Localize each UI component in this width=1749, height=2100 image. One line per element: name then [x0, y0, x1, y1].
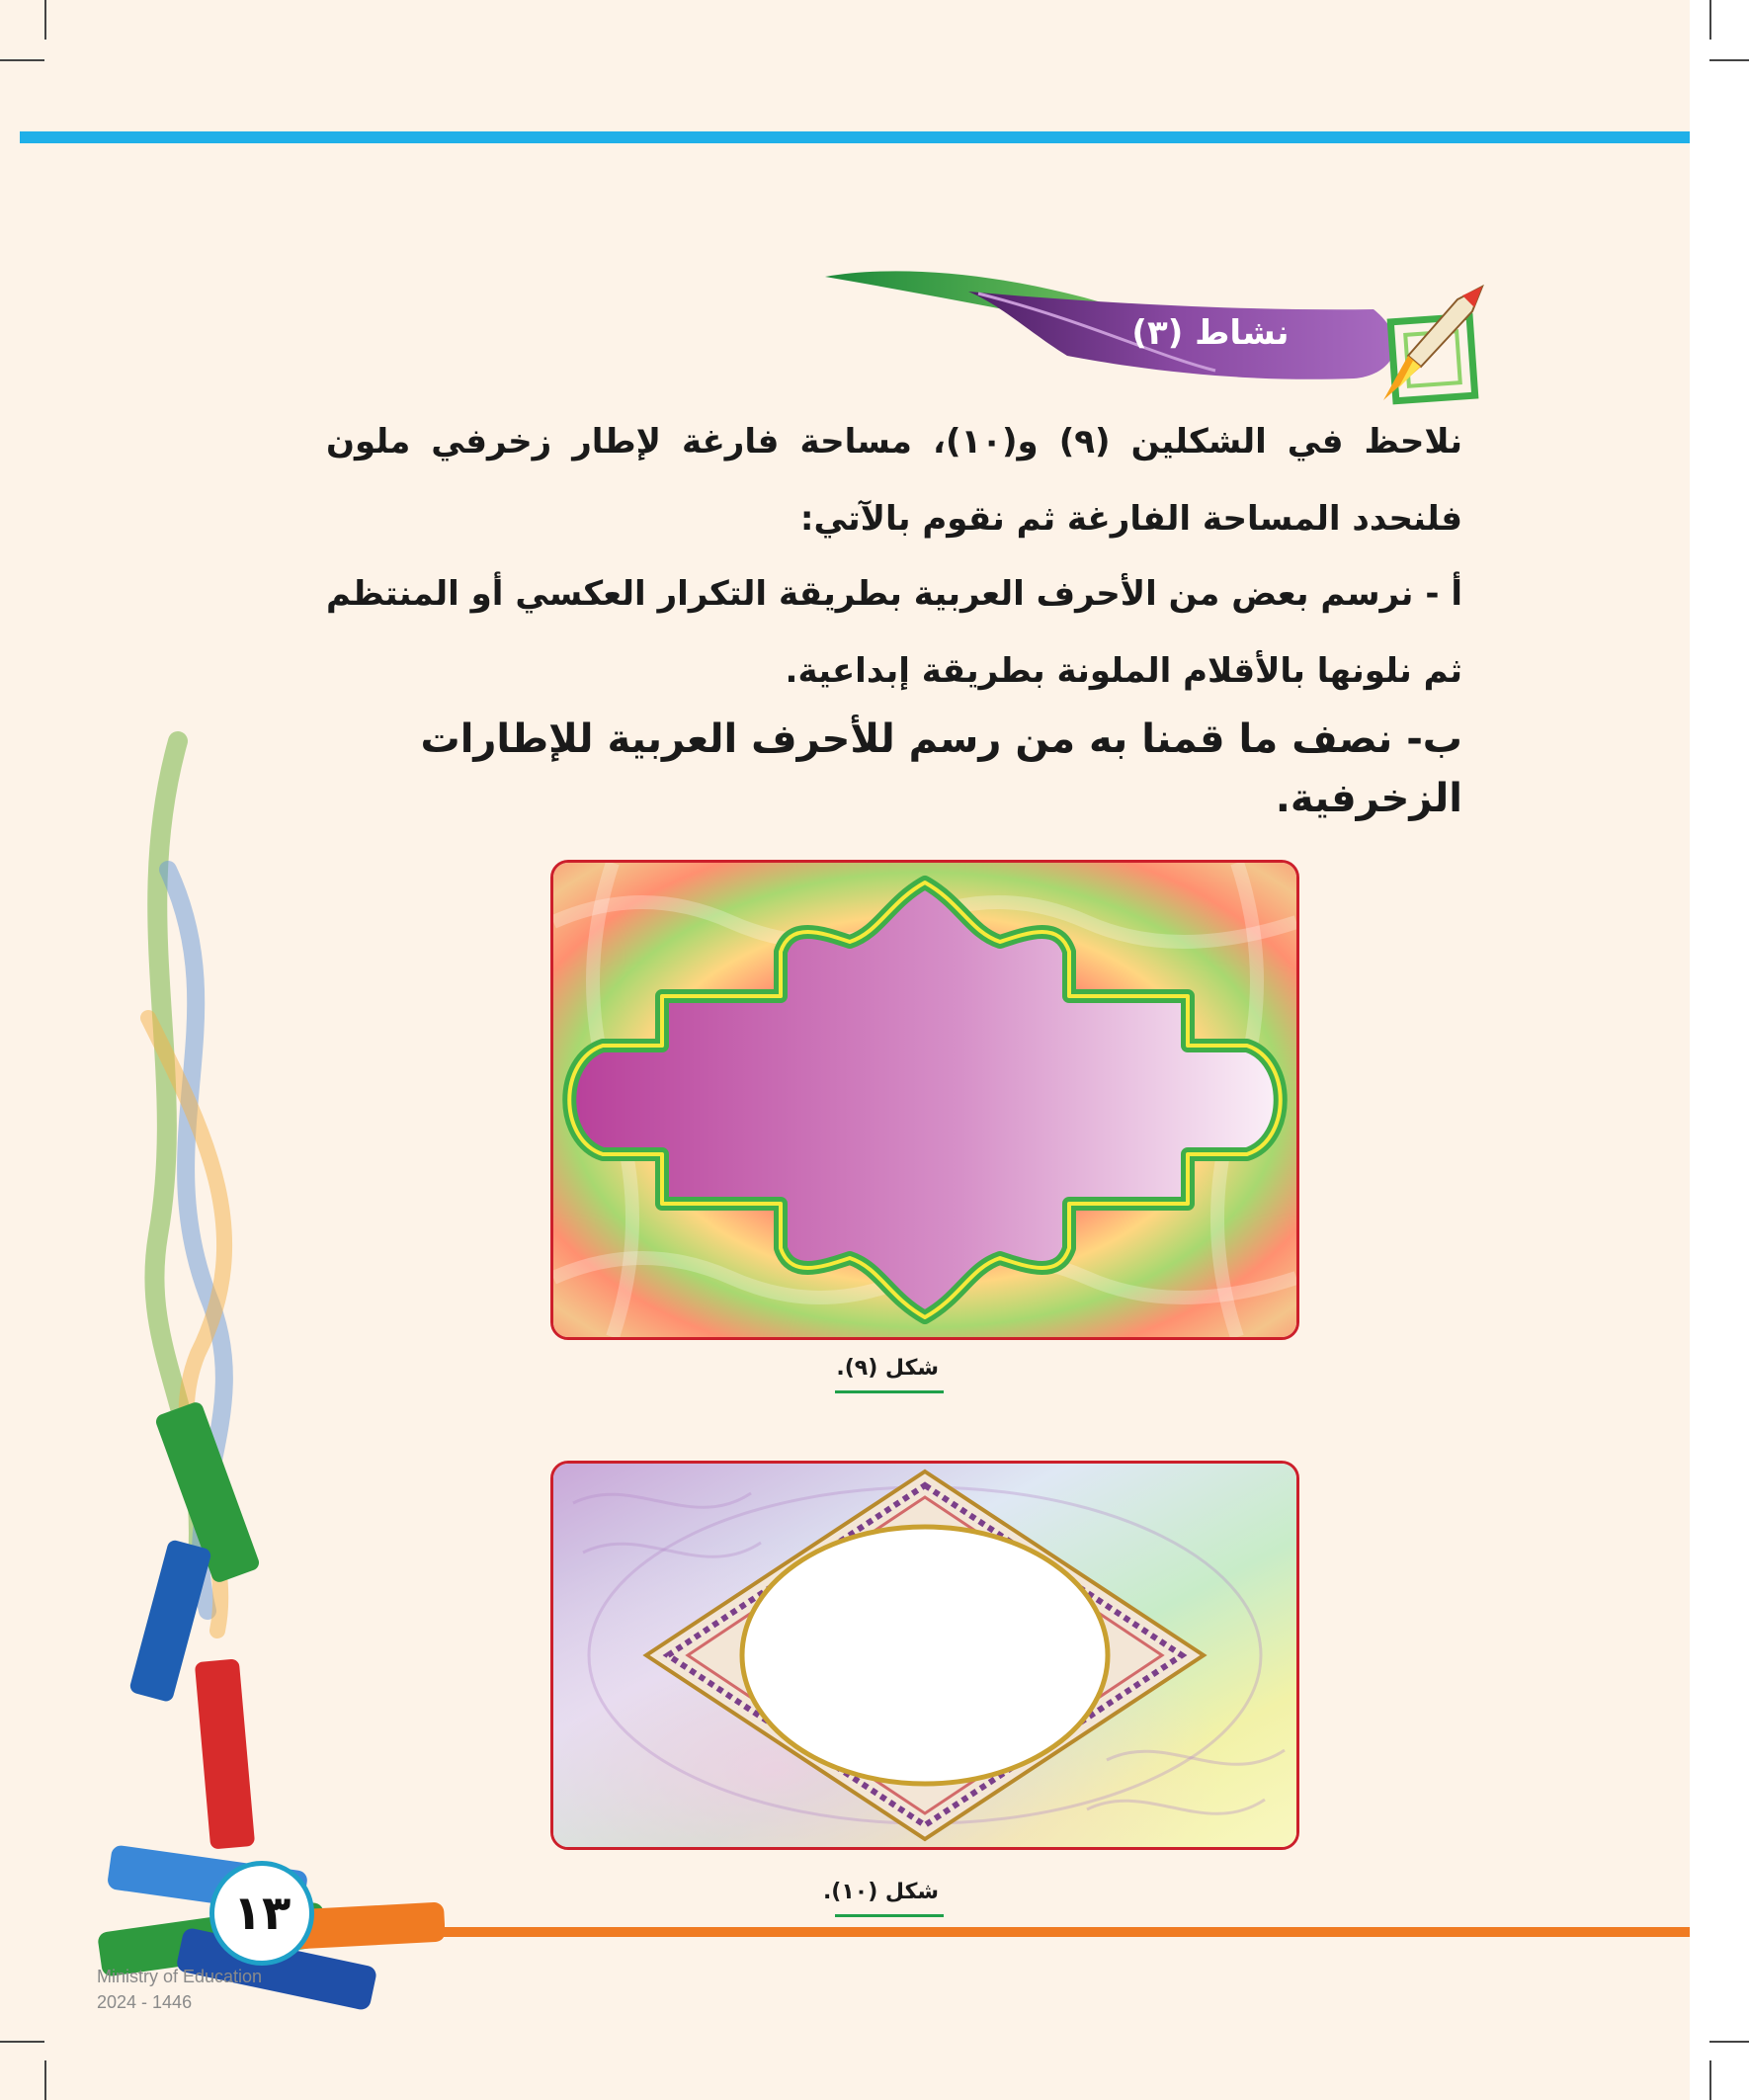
crayon-decoration: [89, 721, 445, 2026]
crop-mark: [1709, 59, 1749, 61]
ministry-year: 2024 - 1446: [97, 1992, 193, 2012]
figure-9-image: [553, 863, 1296, 1337]
bottom-rule: [296, 1927, 1690, 1937]
crop-mark: [1709, 2060, 1711, 2100]
rocket-icon: [1364, 282, 1492, 410]
crop-mark: [44, 2060, 46, 2100]
intro-paragraph: نلاحظ في الشكلين (٩) و(١٠)، مساحة فارغة لإطار زخرفي ملون فلنحدد المساحة الفارغة ثم نقوم بالآتي:: [326, 422, 1462, 539]
caption-underline: [835, 1914, 944, 1917]
figure-9-caption: شكل (٩).: [836, 1356, 939, 1381]
ministry-label: Ministry of Education: [97, 1967, 263, 1986]
top-rule: [20, 131, 1690, 143]
crop-mark: [1709, 0, 1711, 40]
page-number: ١٣: [209, 1861, 314, 1966]
item-a-paragraph: أ - نرسم بعض من الأحرف العربية بطريقة التكرار العكسي أو المنتظم ثم نلونها بالأقلام الملونة بطريقة إبداعية.: [326, 574, 1462, 691]
item-b-paragraph: ب- نصف ما قمنا به من رسم للأحرف العربية للإطارات الزخرفية.: [420, 716, 1462, 821]
crop-mark: [1709, 2041, 1749, 2043]
caption-underline: [835, 1390, 944, 1393]
figure-10-caption: شكل (١٠).: [822, 1880, 939, 1904]
figure-9: [550, 860, 1299, 1340]
crop-mark: [44, 0, 46, 40]
activity-title: نشاط (٣): [1131, 313, 1290, 353]
crop-mark: [0, 59, 44, 61]
figure-10: [550, 1461, 1299, 1850]
figure-10-image: [553, 1464, 1296, 1847]
crop-mark: [0, 2041, 44, 2043]
